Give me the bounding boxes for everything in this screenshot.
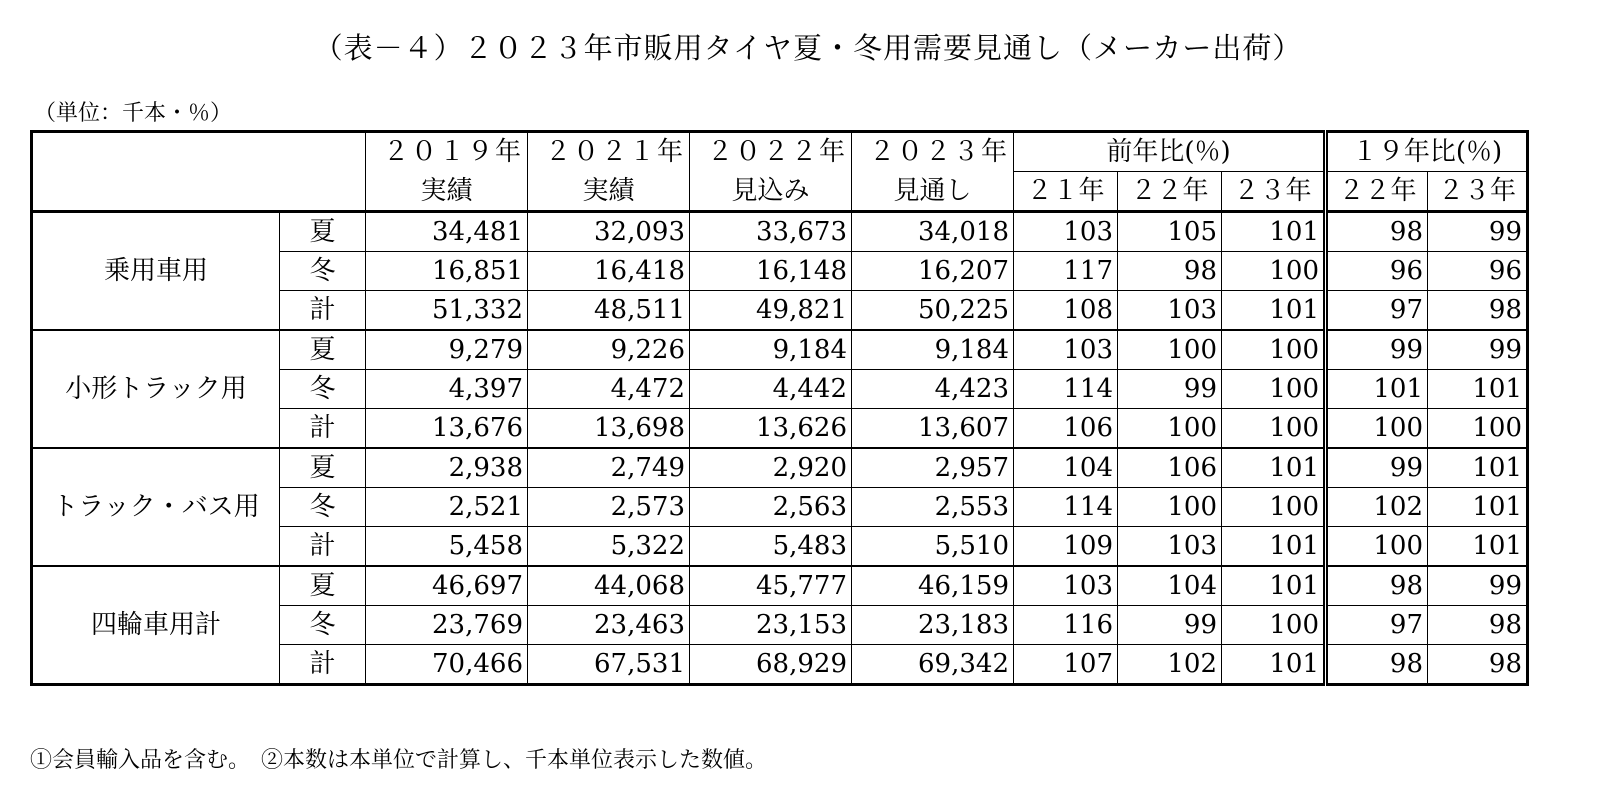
table-cell: 2,938: [366, 448, 528, 488]
table-row: [32, 330, 1528, 370]
table-cell: 116: [1014, 606, 1118, 645]
table-cell: 16,148: [690, 252, 852, 291]
table-title: （表－４）２０２３年市販用タイヤ夏・冬用需要見通し（メーカー出荷）: [313, 31, 1303, 65]
table-cell: 102: [1326, 488, 1428, 527]
table-cell: 114: [1014, 370, 1118, 409]
table-cell: 2,553: [852, 488, 1014, 527]
header-corner: [32, 132, 366, 212]
col-2021-kind: 実績: [528, 172, 690, 212]
table-cell: 23,463: [528, 606, 690, 645]
col-2022-kind: 見込み: [690, 172, 852, 212]
table-cell: 103: [1118, 527, 1222, 567]
table-cell: 97: [1326, 291, 1428, 331]
season-label: 計: [280, 291, 366, 331]
table-cell: 101: [1222, 566, 1326, 606]
season-label: 計: [280, 409, 366, 449]
table-cell: 5,322: [528, 527, 690, 567]
table-cell: 100: [1118, 409, 1222, 449]
table-cell: 4,397: [366, 370, 528, 409]
season-label: 冬: [280, 370, 366, 409]
table-cell: 50,225: [852, 291, 1014, 331]
table-cell: 69,342: [852, 645, 1014, 685]
table-cell: 2,573: [528, 488, 690, 527]
col-2019-year: ２０１９年: [366, 132, 528, 172]
col-yoy: 前年比(％): [1014, 132, 1326, 172]
table-cell: 99: [1428, 212, 1528, 252]
season-label: 計: [280, 527, 366, 567]
season-label: 計: [280, 645, 366, 685]
table-cell: 101: [1222, 291, 1326, 331]
col-yoy-23: ２３年: [1222, 172, 1326, 212]
table-cell: 99: [1326, 330, 1428, 370]
table-cell: 104: [1118, 566, 1222, 606]
table-cell: 99: [1118, 606, 1222, 645]
table-cell: 34,018: [852, 212, 1014, 252]
footnote: ①会員輸入品を含む。 ②本数は本単位で計算し、千本単位表示した数値。: [30, 748, 768, 773]
table-cell: 13,607: [852, 409, 1014, 449]
table-cell: 97: [1326, 606, 1428, 645]
table-row: [32, 566, 1528, 606]
table-cell: 5,483: [690, 527, 852, 567]
table-cell: 16,851: [366, 252, 528, 291]
table-cell: 99: [1428, 330, 1528, 370]
season-label: 夏: [280, 212, 366, 252]
table-cell: 101: [1428, 527, 1528, 567]
table-cell: 96: [1326, 252, 1428, 291]
table-cell: 101: [1222, 645, 1326, 685]
season-label: 冬: [280, 488, 366, 527]
table-cell: 100: [1222, 330, 1326, 370]
table-cell: 32,093: [528, 212, 690, 252]
table-row: [32, 212, 1528, 252]
table-cell: 98: [1326, 645, 1428, 685]
col-yoy-21: ２１年: [1014, 172, 1118, 212]
table-cell: 2,957: [852, 448, 1014, 488]
table-cell: 5,458: [366, 527, 528, 567]
season-label: 夏: [280, 448, 366, 488]
unit-label: （単位：千本・％）: [34, 101, 233, 126]
col-vs19-23: ２３年: [1428, 172, 1528, 212]
table-cell: 101: [1428, 488, 1528, 527]
table-cell: 101: [1428, 448, 1528, 488]
table-cell: 9,184: [852, 330, 1014, 370]
table-cell: 103: [1014, 212, 1118, 252]
table-cell: 2,521: [366, 488, 528, 527]
col-vs19-22: ２２年: [1326, 172, 1428, 212]
col-2023-kind: 見通し: [852, 172, 1014, 212]
table-cell: 49,821: [690, 291, 852, 331]
table-cell: 2,749: [528, 448, 690, 488]
table-cell: 68,929: [690, 645, 852, 685]
table-cell: 4,442: [690, 370, 852, 409]
season-label: 夏: [280, 330, 366, 370]
table-cell: 23,153: [690, 606, 852, 645]
table-cell: 13,676: [366, 409, 528, 449]
table-cell: 51,332: [366, 291, 528, 331]
table-cell: 13,626: [690, 409, 852, 449]
table-cell: 100: [1326, 409, 1428, 449]
col-2021-year: ２０２１年: [528, 132, 690, 172]
table-cell: 9,184: [690, 330, 852, 370]
table-cell: 98: [1326, 212, 1428, 252]
table-cell: 100: [1118, 330, 1222, 370]
header-row-1: [32, 132, 1528, 172]
table-cell: 16,207: [852, 252, 1014, 291]
row-group-label: 四輪車用計: [32, 566, 280, 685]
table-cell: 100: [1222, 370, 1326, 409]
demand-table: [30, 130, 1529, 686]
col-yoy-22: ２２年: [1118, 172, 1222, 212]
table-cell: 103: [1014, 330, 1118, 370]
table-cell: 96: [1428, 252, 1528, 291]
row-group-label: 乗用車用: [32, 212, 280, 331]
table-cell: 67,531: [528, 645, 690, 685]
table-cell: 98: [1428, 606, 1528, 645]
table-cell: 98: [1118, 252, 1222, 291]
table-cell: 46,697: [366, 566, 528, 606]
table-cell: 9,279: [366, 330, 528, 370]
col-vs19: １９年比(％): [1326, 132, 1528, 172]
col-2019-kind: 実績: [366, 172, 528, 212]
table-cell: 98: [1428, 291, 1528, 331]
table-cell: 106: [1118, 448, 1222, 488]
table-cell: 99: [1428, 566, 1528, 606]
season-label: 冬: [280, 606, 366, 645]
table-cell: 117: [1014, 252, 1118, 291]
table-cell: 23,183: [852, 606, 1014, 645]
table-cell: 100: [1222, 252, 1326, 291]
table-cell: 109: [1014, 527, 1118, 567]
table-body: [32, 212, 1528, 685]
table-cell: 99: [1118, 370, 1222, 409]
table-cell: 33,673: [690, 212, 852, 252]
table-cell: 103: [1118, 291, 1222, 331]
table-cell: 100: [1428, 409, 1528, 449]
table-cell: 23,769: [366, 606, 528, 645]
season-label: 夏: [280, 566, 366, 606]
table-cell: 34,481: [366, 212, 528, 252]
table-cell: 106: [1014, 409, 1118, 449]
table-cell: 98: [1326, 566, 1428, 606]
table-cell: 101: [1222, 448, 1326, 488]
table-cell: 44,068: [528, 566, 690, 606]
table-cell: 2,563: [690, 488, 852, 527]
table-cell: 98: [1428, 645, 1528, 685]
table-cell: 48,511: [528, 291, 690, 331]
table-cell: 9,226: [528, 330, 690, 370]
table-cell: 103: [1014, 566, 1118, 606]
table-cell: 5,510: [852, 527, 1014, 567]
table-cell: 99: [1326, 448, 1428, 488]
table-cell: 4,472: [528, 370, 690, 409]
col-2023-year: ２０２３年: [852, 132, 1014, 172]
row-group-label: トラック・バス用: [32, 448, 280, 566]
table-cell: 108: [1014, 291, 1118, 331]
table-cell: 102: [1118, 645, 1222, 685]
col-2022-year: ２０２２年: [690, 132, 852, 172]
table-cell: 100: [1326, 527, 1428, 567]
table-cell: 16,418: [528, 252, 690, 291]
table-cell: 114: [1014, 488, 1118, 527]
table-cell: 100: [1118, 488, 1222, 527]
table-cell: 100: [1222, 488, 1326, 527]
table-cell: 101: [1222, 212, 1326, 252]
table-cell: 104: [1014, 448, 1118, 488]
table-cell: 2,920: [690, 448, 852, 488]
table-cell: 101: [1222, 527, 1326, 567]
table-row: [32, 448, 1528, 488]
table-cell: 13,698: [528, 409, 690, 449]
table-cell: 107: [1014, 645, 1118, 685]
table-cell: 101: [1326, 370, 1428, 409]
table-cell: 100: [1222, 606, 1326, 645]
table-cell: 100: [1222, 409, 1326, 449]
table-cell: 4,423: [852, 370, 1014, 409]
table-cell: 101: [1428, 370, 1528, 409]
season-label: 冬: [280, 252, 366, 291]
table-cell: 105: [1118, 212, 1222, 252]
table-cell: 46,159: [852, 566, 1014, 606]
row-group-label: 小形トラック用: [32, 330, 280, 448]
table-cell: 45,777: [690, 566, 852, 606]
table-cell: 70,466: [366, 645, 528, 685]
